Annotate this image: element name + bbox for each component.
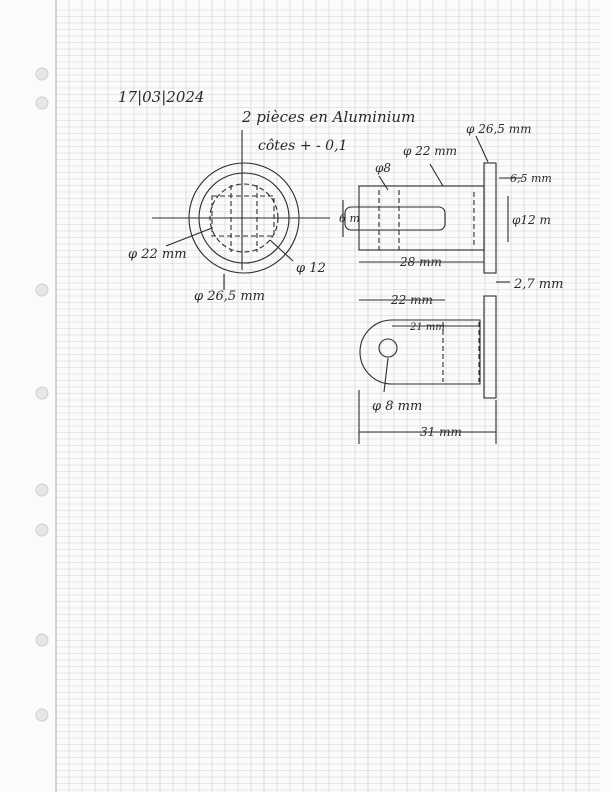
side-label-slot-width: 6 m <box>339 212 360 225</box>
side-label-length: 28 mm <box>400 255 442 269</box>
side-view <box>339 122 563 292</box>
slot-tab <box>345 207 445 230</box>
top-label-body: 22 mm <box>391 293 433 307</box>
side-label-body-diameter: φ 22 mm <box>403 144 458 158</box>
side-label-flange-thickness: 2,7 mm <box>514 277 564 292</box>
side-label-flange-diameter: φ 26,5 mm <box>466 122 532 136</box>
binder-holes <box>36 68 48 721</box>
sheet-title: 2 pièces en Aluminium <box>242 108 416 126</box>
top-label-hole: φ 8 mm <box>372 399 423 414</box>
top-label-total: 31 mm <box>420 425 462 439</box>
tolerance-note: côtes + - 0,1 <box>258 138 348 154</box>
side-label-bore: φ12 m <box>512 213 551 227</box>
front-label-bore: φ 12 <box>296 261 326 276</box>
side-label-flange-offset: 6,5 mm <box>510 172 552 185</box>
top-label-inner: 21 mm <box>410 322 445 333</box>
hidden-slot <box>212 196 274 236</box>
front-label-inner-diameter: φ 22 mm <box>128 247 187 262</box>
side-label-hole: φ8 <box>375 161 392 175</box>
top-flange <box>484 296 496 398</box>
sheet-date: 17|03|2024 <box>118 88 205 106</box>
leader-hole <box>379 176 388 190</box>
front-view <box>128 130 330 304</box>
leader-body <box>430 164 443 186</box>
front-label-outer-diameter: φ 26,5 mm <box>194 289 265 304</box>
